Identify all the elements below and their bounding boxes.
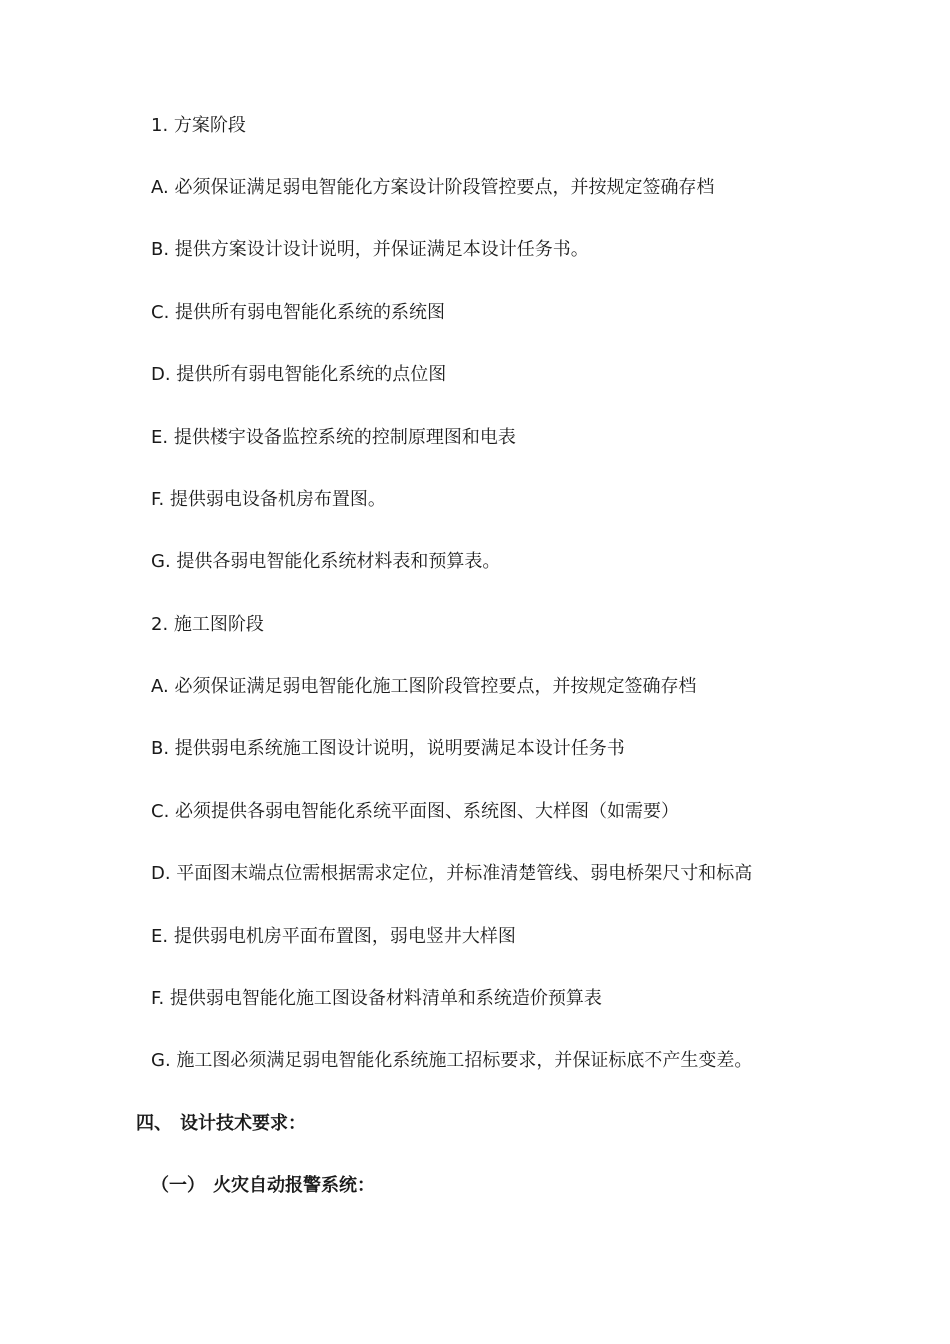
section-2-item-a: A. 必须保证满足弱电智能化施工图阶段管控要点，并按规定签确存档: [151, 676, 697, 697]
heading-number: 四、: [136, 1113, 172, 1134]
section-2-item-g: G. 施工图必须满足弱电智能化系统施工招标要求，并保证标底不产生变差。: [151, 1050, 753, 1071]
subheading-number: （一）: [151, 1175, 205, 1196]
subheading-fire-alarm: [151, 1174, 375, 1198]
section-2-item-e: E. 提供弱电机房平面布置图，弱电竖井大样图: [151, 926, 516, 947]
heading-design-requirements: [136, 1112, 306, 1136]
section-1-item-d: D. 提供所有弱电智能化系统的点位图: [151, 364, 447, 385]
subheading-text: 火灾自动报警系统：: [213, 1175, 375, 1196]
section-1-item-f: F. 提供弱电设备机房布置图。: [151, 489, 386, 510]
section-1-item-c: C. 提供所有弱电智能化系统的系统图: [151, 302, 446, 323]
section-2-item-c: C. 必须提供各弱电智能化系统平面图、系统图、大样图（如需要）: [151, 801, 680, 822]
section-1-item-e: E. 提供楼宇设备监控系统的控制原理图和电表: [151, 427, 516, 448]
section-2-item-f: F. 提供弱电智能化施工图设备材料清单和系统造价预算表: [151, 988, 602, 1009]
heading-text: 设计技术要求：: [180, 1113, 306, 1134]
section-1-title: 1. 方案阶段: [151, 115, 246, 136]
section-2-item-b: B. 提供弱电系统施工图设计说明，说明要满足本设计任务书: [151, 738, 625, 759]
section-1-item-g: G. 提供各弱电智能化系统材料表和预算表。: [151, 551, 501, 572]
section-1-item-a: A. 必须保证满足弱电智能化方案设计阶段管控要点，并按规定签确存档: [151, 177, 715, 198]
section-2-title: 2. 施工图阶段: [151, 614, 264, 635]
section-1-item-b: B. 提供方案设计设计说明，并保证满足本设计任务书。: [151, 239, 589, 260]
section-2-item-d: D. 平面图末端点位需根据需求定位，并标准清楚管线、弱电桥架尺寸和标高: [151, 863, 753, 884]
